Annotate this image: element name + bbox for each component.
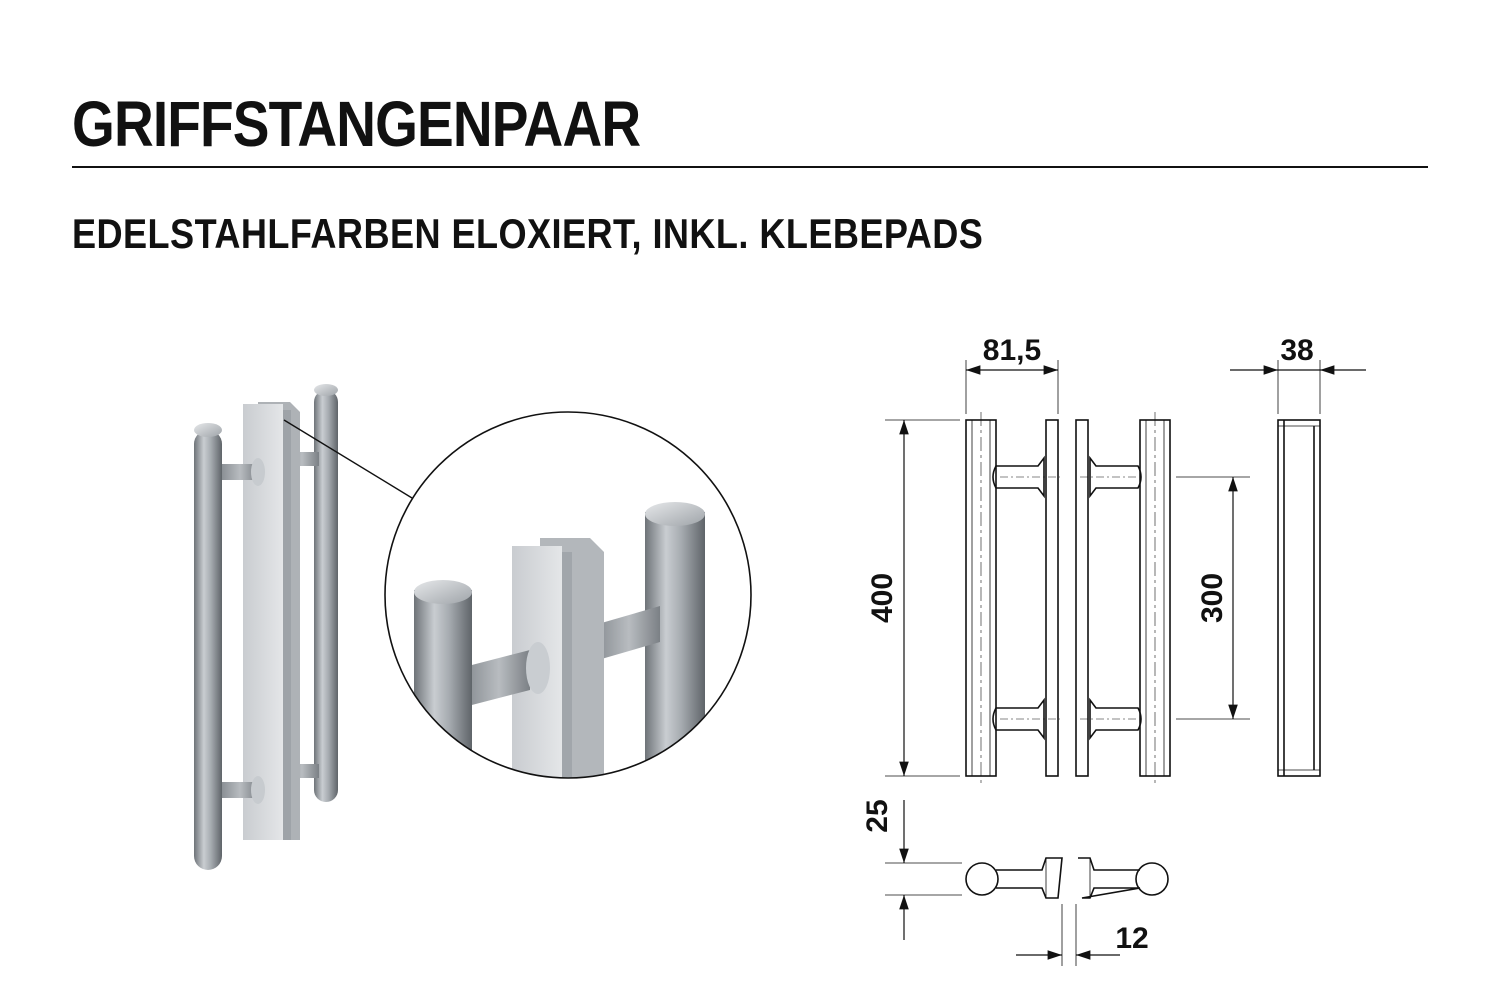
detail-plate-gap [562, 552, 572, 786]
extension-lines [885, 360, 1320, 966]
dim-label-gap: 12 [1115, 922, 1149, 955]
page-title: GRIFFSTANGENPAAR [72, 88, 641, 160]
detail-right-rod [645, 512, 705, 812]
front-rod-cap [194, 423, 222, 437]
plate-gap [283, 410, 291, 840]
dim-label-width: 81,5 [982, 334, 1042, 367]
product-render [194, 384, 338, 870]
detail-view [385, 412, 751, 820]
front-standoff-top-rosette [251, 458, 265, 486]
dim-label-diameter: 25 [861, 799, 894, 833]
right-plate [1076, 420, 1088, 776]
dim-label-spacing: 300 [1196, 572, 1229, 624]
page-subtitle: EDELSTAHLFARBEN ELOXIERT, INKL. KLEBEPADS [72, 210, 984, 257]
detail-right-rod-cap [645, 502, 705, 526]
front-standoff-bottom-rosette [251, 776, 265, 804]
back-rod [314, 390, 338, 802]
detail-left-rod-cap [414, 580, 472, 604]
front-rod [194, 430, 222, 870]
back-rod-cap [314, 384, 338, 396]
technical-drawing [885, 360, 1320, 966]
left-plate [1046, 420, 1058, 776]
detail-left-rosette [526, 642, 550, 694]
dim-label-height: 400 [866, 572, 899, 624]
top-view [966, 858, 1168, 898]
dim-label-depth: 38 [1280, 334, 1314, 367]
dimension-lines [904, 370, 1366, 955]
